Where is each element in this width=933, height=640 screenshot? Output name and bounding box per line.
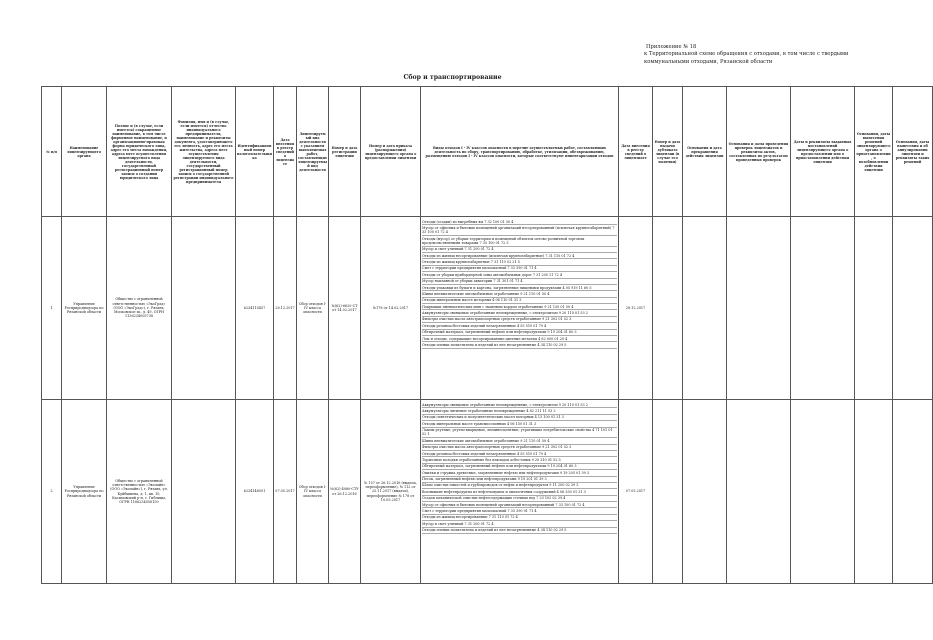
table-row <box>42 217 933 400</box>
col-header: Основания и дата прекращения действия лицензии <box>683 87 727 217</box>
registry-date-cell: 28.12.2017 <box>619 217 653 400</box>
appendix-number: Приложение № 18 <box>646 44 697 50</box>
waste-item: Отходы синтетических и полусинтетических масел моторных 4 13 100 01 31 3 <box>422 415 617 421</box>
col-header: Наименование лицензирующего органа <box>62 87 107 217</box>
table-header-row <box>42 87 933 217</box>
license-cell: №(62)-6620-СТ от 14.02.2017 <box>329 217 361 400</box>
col-header: Номер и дата приказа (распоряжения) лицензирующего органа о предоставлении лицензии <box>361 87 421 217</box>
waste-item: Обтирочный материал, загрязненный нефтью или нефтепродуктами 9 19 204 01 60 3 <box>422 464 617 470</box>
entry-date-cell: 28.12.2017 <box>274 217 297 400</box>
waste-item: Отходы от уборки прибордюрной зоны автомобильных дорог 7 31 205 11 72 4 <box>422 272 617 278</box>
waste-item: Шины пневматические автомобильные отработанные 9 21 110 01 50 4 <box>422 438 617 444</box>
termination-cell <box>683 400 727 584</box>
company-cell: Общество с ограниченной ответственностью «Эколайн» (ООО «Эколайн»), г. Рязань, ул. Куйбышева, д. 1, кв. 10, Касимовский р-н, с. Гиблицы, ОГРН 1166234056150 <box>107 400 172 584</box>
waste-item: Лампы ртутные, ртутно-кварцевые, люминесцентные, утратившие потребительские свойства 4 71 101 01 52 1 <box>422 428 617 439</box>
authority-cell: Управление Росприроднадзора по Рязанской области <box>62 217 107 400</box>
waste-item: Тормозные колодки отработанные без накладок асбестовых 9 20 310 01 52 5 <box>422 457 617 463</box>
waste-item: Отходы (мусор) от уборки территории и помещений объектов оптово-розничной торговли продовольственными товарами 7 35 100 01 72 5 <box>422 236 617 247</box>
entrepreneur-cell <box>172 217 236 400</box>
waste-item: Смет с территории предприятия малоопасный 7 33 390 01 71 4 <box>422 266 617 272</box>
waste-item: Обтирочный материал, загрязненный нефтью или нефтепродуктами 9 19 204 01 60 3 <box>422 330 617 336</box>
waste-item: Аккумуляторы литиевые отработанные неповрежденные 4 82 211 11 53 2 <box>422 408 617 414</box>
col-header: Лицензируемый вид деятельности с указанием выполняемых работ, составляющих лицензируемый вид деятельности <box>297 87 329 217</box>
inspections-cell <box>727 217 791 400</box>
page-title: Сбор и транспортирование <box>403 74 502 81</box>
col-header: Даты и реквизиты выданных постановлений лицензирующего органа о предоставлении или о приостановлении действия лицензии <box>791 87 855 217</box>
table-row <box>42 400 933 584</box>
waste-item: Смет с территории предприятия малоопасный 7 33 390 01 71 4 <box>422 508 617 514</box>
rulings-cell <box>791 400 855 584</box>
inn-cell: 6234148501 <box>236 400 274 584</box>
col-header: Фамилия, имя и (в случае, если имеется) отчество индивидуального предпринимателя, наименование и реквизиты документа, удостоверяющего его личность, адрес его места жительства, адреса мест осуществления лицензируемого вида деятельности, государственный регистрационный номер записи о государственной регистрации индивидуального предпринимателя <box>172 87 236 217</box>
activity-cell: Сбор отходов I-IV класса опасности <box>297 400 329 584</box>
row-number: 1 <box>42 217 62 400</box>
col-header: Дата внесения в реестр сведений о лицензиате <box>619 87 653 217</box>
annulments-cell <box>893 217 933 400</box>
company-cell: Общество с ограниченной ответственностью «ЭкоГрад» (ООО «ЭкоГрад»), г. Рязань, Московское ш., д. 49, ОГРН 1136234005738 <box>107 217 172 400</box>
waste-list-cell <box>421 217 619 400</box>
order-cell: № 157 от 26.12.2016 (выдача, переоформление), № 112 от 25.11.2017 (выдача), переоформление № 178 от 10.05.2017 <box>361 400 421 584</box>
waste-item: Отходы пленки полиэтилена и изделий из нее незагрязненные 4 34 110 02 29 5 <box>422 342 617 348</box>
annulments-cell <box>893 400 933 584</box>
waste-item: Мусор наплавной от уборки акватории 7 31 301 01 71 4 <box>422 279 617 285</box>
waste-item: Шины пневматические автомобильные отработанные 9 21 110 01 50 4 <box>422 291 617 297</box>
col-header: Номер и дата выдачи дубликата лицензии (в случае его наличия) <box>653 87 683 217</box>
waste-item: Отходы из жилищ несортированные (исключая крупногабаритные) 7 31 110 01 72 4 <box>422 253 617 259</box>
entry-date-cell: 07.05.2017 <box>274 400 297 584</box>
rulings-cell <box>791 217 855 400</box>
duplicate-cell <box>653 217 683 400</box>
waste-item: Фильтры очистки масла автотранспортных средств отработанные 9 21 302 01 52 3 <box>422 445 617 451</box>
suspensions-cell <box>855 217 893 400</box>
waste-item: Мусор и смет уличный 7 31 200 01 72 4 <box>422 521 617 527</box>
waste-item: Осадок механической очистки нефтесодержащих сточных вод 7 23 102 02 39 4 <box>422 496 617 502</box>
inn-cell: 6234115457 <box>236 217 274 400</box>
col-header: № п/п <box>42 87 62 217</box>
col-header: Виды отходов I - IV классов опасности в перечне осуществляемых работ, составляющих деятельность по сбору, транспортированию, обработке, утилизации, обезвреживанию, размещению отходов I - IV классов опасности, которые соответствуют инвентаризации отходов <box>421 87 619 217</box>
waste-item: Песок, загрязненный нефтью или нефтепродуктами 9 19 201 01 39 3 <box>422 477 617 483</box>
waste-item: Мусор от офисных и бытовых помещений организаций несортированный 7 33 100 01 72 4 <box>422 502 617 508</box>
appendix-text: к Территориальной схеме обращения с отходами, в том числе с твердыми коммунальными отходами, Рязанской области <box>644 51 849 65</box>
waste-item: Отходы пленки полиэтилена и изделий из нее незагрязненные 4 34 110 02 29 5 <box>422 528 617 534</box>
waste-item: Мусор и смет уличный 7 31 200 01 72 4 <box>422 247 617 253</box>
waste-item: Лом и отходы, содержащие несортированные цветные металлы 4 62 000 01 20 4 <box>422 336 617 342</box>
registry-date-cell: 07.05.2017 <box>619 400 653 584</box>
col-header: Основания, даты вынесения и об аннулировании лицензии и реквизиты таких решений <box>893 87 933 217</box>
col-header: Основания, даты вынесения решений лицензирующего органа о приостановлении, о возобновлении действия лицензии <box>855 87 893 217</box>
waste-item: Шлам очистки емкостей и трубопроводов от нефти и нефтепродуктов 9 11 200 02 39 3 <box>422 483 617 489</box>
entrepreneur-cell <box>172 400 236 584</box>
suspensions-cell <box>855 400 893 584</box>
col-header: Дата внесения в реестр сведений о лицензиате <box>274 87 297 217</box>
appendix-note <box>644 44 884 66</box>
waste-item: Всплывшие нефтепродукты из нефтеловушек и аналогичных сооружений 4 06 350 01 31 3 <box>422 489 617 495</box>
col-header: Основания и даты проведения проверок лицензиатов и реквизиты актов, составленных по результатам проведенных проверок <box>727 87 791 217</box>
termination-cell <box>683 217 727 400</box>
waste-item: Отходы (осадки) из выгребных ям 7 32 100 01 30 4 <box>422 219 617 225</box>
duplicate-cell <box>653 400 683 584</box>
waste-item: Отходы из жилищ несортированные 7 31 110 01 72 4 <box>422 515 617 521</box>
waste-item: Отходы минеральных масел трансмиссионных 4 06 150 01 31 3 <box>422 421 617 427</box>
inspections-cell <box>727 400 791 584</box>
waste-item: Аккумуляторы свинцовые отработанные неповрежденные, с электролитом 9 20 110 01 53 2 <box>422 402 617 408</box>
col-header: Номер и дата регистрации лицензии <box>329 87 361 217</box>
waste-item: Отходы резиноасбестовых изделий незагрязненные 4 55 510 01 70 4 <box>422 323 617 329</box>
waste-item: Покрышки пневматических шин с тканевым кордом отработанные 9 21 130 01 50 4 <box>422 304 617 310</box>
license-cell: №(62)-4080-СТУ от 26.12.2016 <box>329 400 361 584</box>
waste-item: Фильтры очистки масла автотранспортных средств отработанные 9 21 302 01 52 3 <box>422 317 617 323</box>
waste-item: Аккумуляторы свинцовые отработанные неповрежденные, с электролитом 9 20 110 01 53 2 <box>422 310 617 316</box>
waste-item: Отходы резиноасбестовых изделий незагрязненные 4 55 510 01 70 4 <box>422 451 617 457</box>
waste-item: Опилки и стружка древесные, загрязненные нефтью или нефтепродуктами 9 19 205 01 39 3 <box>422 470 617 476</box>
order-cell: №178 от 14.02.2017 <box>361 217 421 400</box>
waste-item: Отходы из жилищ крупногабаритные 7 31 110 02 21 5 <box>422 259 617 265</box>
row-number: 2 <box>42 400 62 584</box>
waste-list-cell <box>421 400 619 584</box>
waste-item: Отходы упаковки из бумаги и картона, загрязненные пищевыми продуктами 4 05 919 11 60 5 <box>422 285 617 291</box>
authority-cell: Управление Росприроднадзора по Рязанской области <box>62 400 107 584</box>
license-registry-table <box>41 86 933 584</box>
activity-cell: Сбор отходов I-IV класса опасности <box>297 217 329 400</box>
col-header: Полное и (в случае, если имеется) сокращенное наименование, в том числе фирменное наименование, и организационно-правовая форма юридического лица, адрес его места нахождения, адреса мест осуществления лицензируемого вида деятельности, государственный регистрационный номер записи о создании юридического лица <box>107 87 172 217</box>
waste-item: Мусор от офисных и бытовых помещений организаций несортированный (исключая крупногабаритный) 7 33 100 01 72 4 <box>422 225 617 236</box>
waste-item: Отходы минеральных масел моторных 4 06 110 01 31 3 <box>422 298 617 304</box>
col-header: Идентификационный номер налогоплательщика <box>236 87 274 217</box>
